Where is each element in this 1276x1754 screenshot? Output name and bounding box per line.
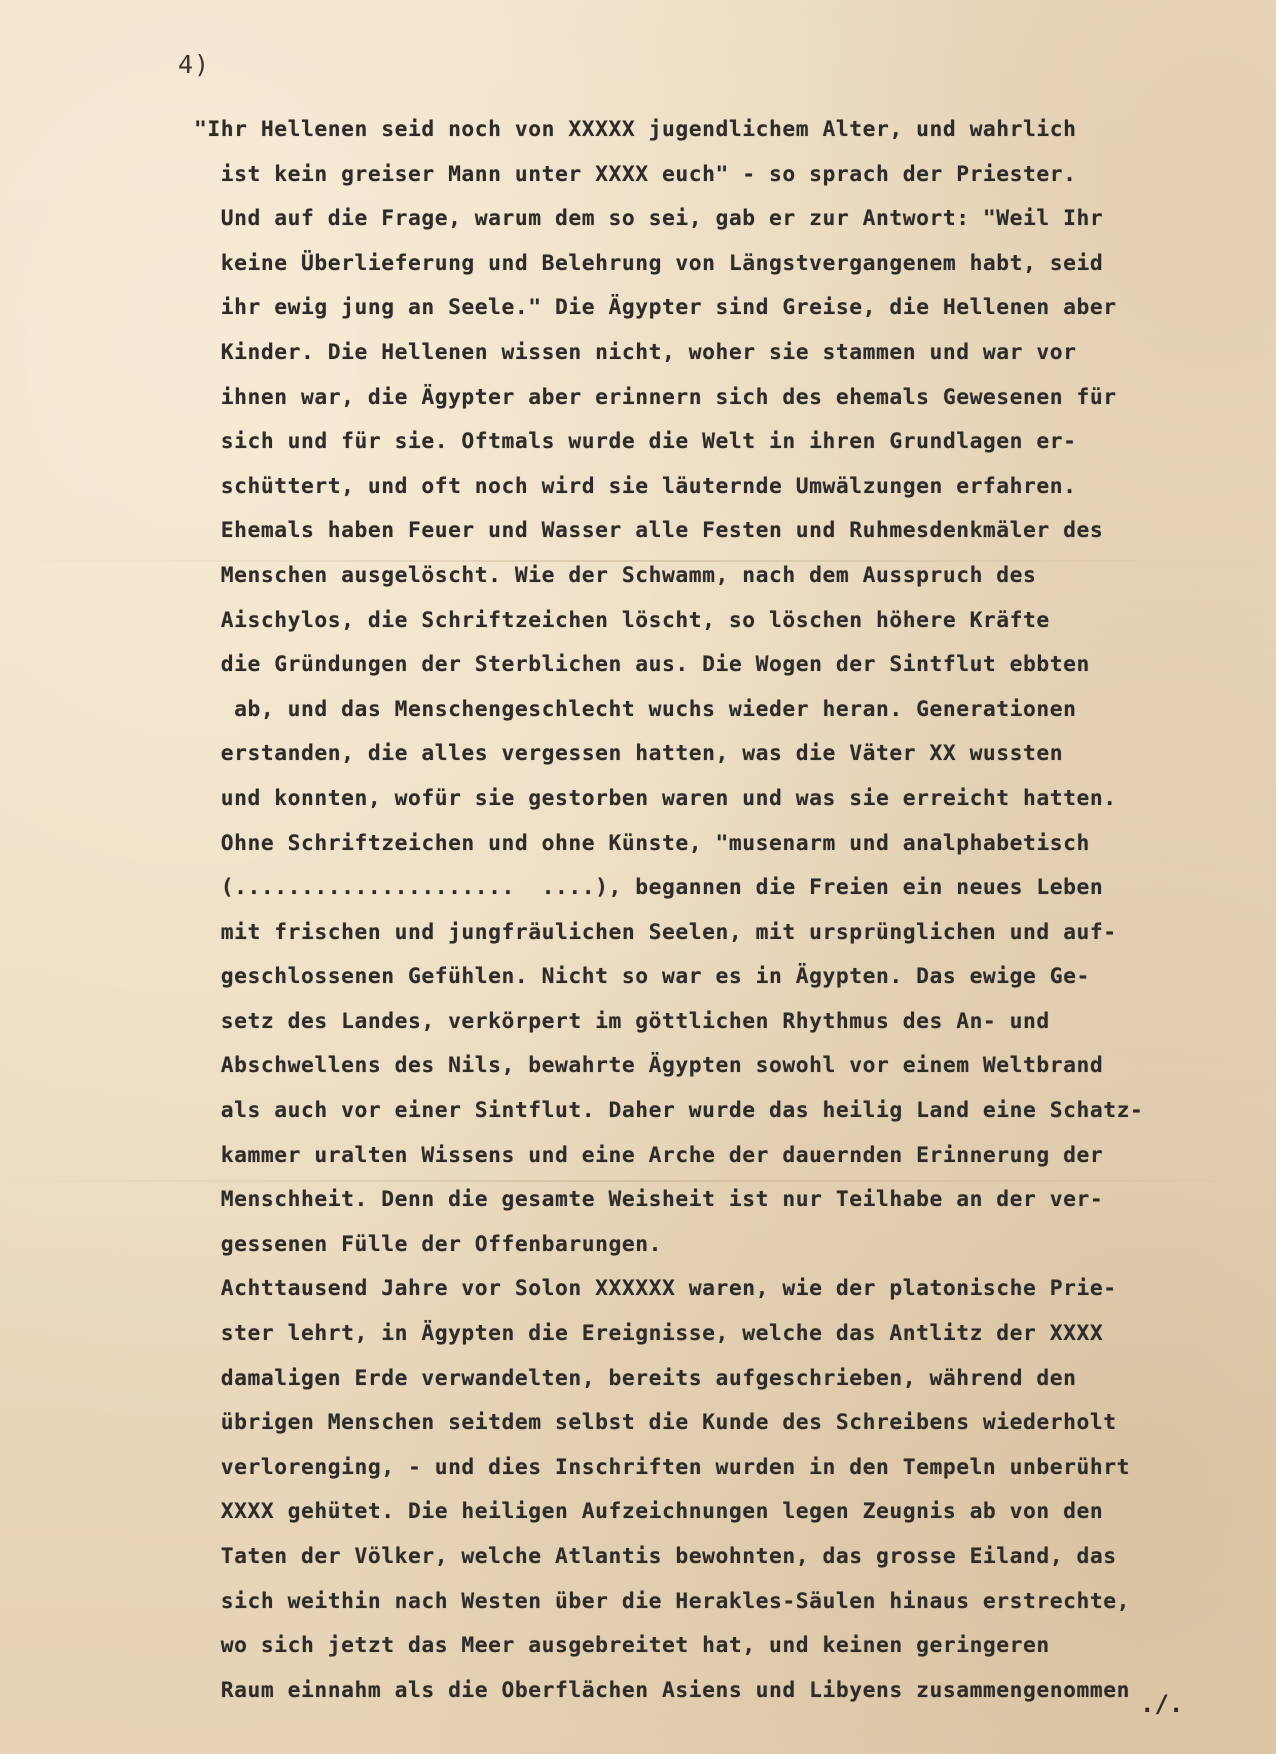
text-line: Ohne Schriftzeichen und ohne Künste, "musenarm und analphabetisch bbox=[194, 830, 1090, 856]
text-line: sich weithin nach Westen über die Herakles-Säulen hinaus erstrechte, bbox=[194, 1588, 1131, 1614]
text-line: Ehemals haben Feuer und Wasser alle Festen und Ruhmesdenkmäler des bbox=[194, 518, 1104, 544]
text-line: damaligen Erde verwandelten, bereits aufgeschrieben, während den bbox=[194, 1365, 1077, 1391]
text-line: übrigen Menschen seitdem selbst die Kunde des Schreibens wiederholt bbox=[194, 1410, 1117, 1436]
text-line: Abschwellens des Nils, bewahrte Ägypten sowohl vor einem Weltbrand bbox=[194, 1053, 1104, 1079]
text-line: schüttert, und oft noch wird sie läuternde Umwälzungen erfahren. bbox=[194, 473, 1077, 499]
text-line: ab, und das Menschengeschlecht wuchs wieder heran. Generationen bbox=[194, 696, 1077, 722]
text-line: die Gründungen der Sterblichen aus. Die Wogen der Sintflut ebbten bbox=[194, 652, 1090, 678]
page-number: 4) bbox=[178, 50, 211, 79]
text-line: Kinder. Die Hellenen wissen nicht, woher sie stammen und war vor bbox=[194, 339, 1077, 365]
text-line: gessenen Fülle der Offenbarungen. bbox=[194, 1231, 663, 1257]
text-line: ihr ewig jung an Seele." Die Ägypter sind Greise, die Hellenen aber bbox=[194, 295, 1117, 321]
text-line: Menschen ausgelöscht. Wie der Schwamm, nach dem Ausspruch des bbox=[194, 562, 1037, 588]
text-line: ster lehrt, in Ägypten die Ereignisse, welche das Antlitz der XXXX bbox=[194, 1321, 1104, 1347]
text-line: wo sich jetzt das Meer ausgebreitet hat, und keinen geringeren bbox=[194, 1633, 1050, 1659]
text-line: setz des Landes, verkörpert im göttlichen Rhythmus des An- und bbox=[194, 1008, 1050, 1034]
text-line: geschlossenen Gefühlen. Nicht so war es in Ägypten. Das ewige Ge- bbox=[194, 964, 1090, 990]
text-line: Menschheit. Denn die gesamte Weisheit ist nur Teilhabe an der ver- bbox=[194, 1187, 1104, 1213]
text-line: als auch vor einer Sintflut. Daher wurde das heilig Land eine Schatz- bbox=[194, 1098, 1144, 1124]
text-line: Raum einnahm als die Oberflächen Asiens und Libyens zusammengenommen bbox=[194, 1677, 1131, 1703]
text-line: Achttausend Jahre vor Solon XXXXXX waren, wie der platonische Prie- bbox=[194, 1276, 1117, 1302]
text-line: und konnten, wofür sie gestorben waren und was sie erreicht hatten. bbox=[194, 785, 1117, 811]
text-line: Taten der Völker, welche Atlantis bewohnten, das grosse Eiland, das bbox=[194, 1544, 1117, 1569]
text-line: mit frischen und jungfräulichen Seelen, mit ursprünglichen und auf- bbox=[194, 919, 1117, 945]
text-line: ihnen war, die Ägypter aber erinnern sich des ehemals Gewesenen für bbox=[194, 384, 1117, 410]
body-text bbox=[194, 108, 1254, 1713]
text-line: sich und für sie. Oftmals wurde die Welt in ihren Grundlagen er- bbox=[194, 429, 1077, 455]
text-line: erstanden, die alles vergessen hatten, was die Väter XX wussten bbox=[194, 741, 1064, 767]
text-line: Und auf die Frage, warum dem so sei, gab er zur Antwort: "Weil Ihr bbox=[194, 206, 1104, 232]
continuation-mark: ./. bbox=[1140, 1690, 1184, 1718]
text-line: (..................... ....), begannen die Freien ein neues Leben bbox=[194, 875, 1104, 901]
text-line: kammer uralten Wissens und eine Arche der dauernden Erinnerung der bbox=[194, 1142, 1104, 1168]
text-line: XXXX gehütet. Die heiligen Aufzeichnungen legen Zeugnis ab von den bbox=[194, 1499, 1104, 1525]
text-line: keine Überlieferung und Belehrung von Längstvergangenem habt, seid bbox=[194, 250, 1104, 276]
text-line: verlorenging, - und dies Inschriften wurden in den Tempeln unberührt bbox=[194, 1454, 1131, 1480]
text-line: ist kein greiser Mann unter XXXX euch" - so sprach der Priester. bbox=[194, 161, 1077, 187]
text-line: Aischylos, die Schriftzeichen löscht, so löschen höhere Kräfte bbox=[194, 607, 1050, 633]
text-line: "Ihr Hellenen seid noch von XXXXX jugendlichem Alter, und wahrlich bbox=[194, 117, 1077, 142]
